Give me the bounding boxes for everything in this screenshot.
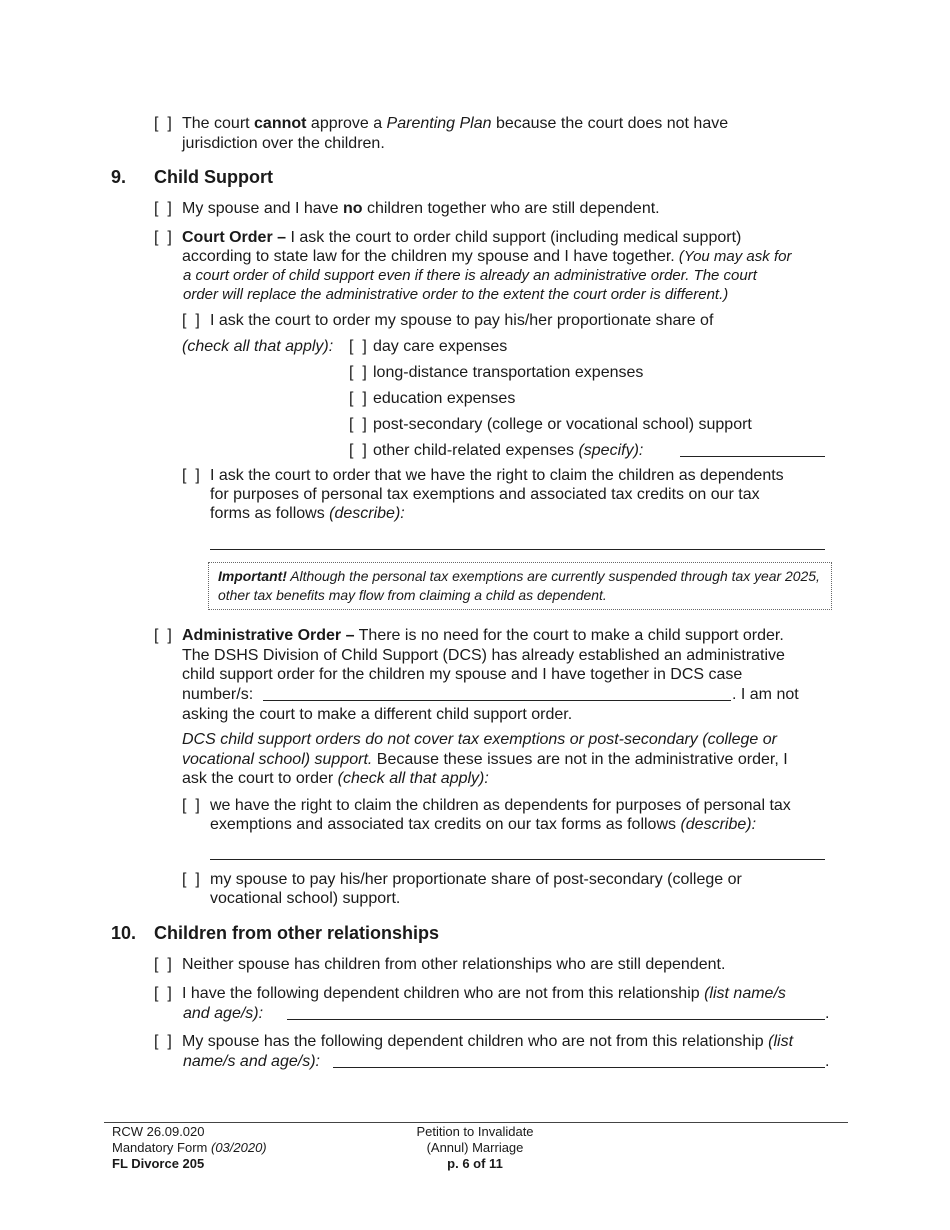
my-children-input[interactable] bbox=[287, 1019, 825, 1020]
post-secondary-share-line2: vocational school) support. bbox=[210, 890, 401, 907]
proportionate-share-text: I ask the court to order my spouse to pay his/her proportionate share of bbox=[210, 312, 714, 329]
tax-dependents-line3: forms as follows (describe): bbox=[210, 505, 405, 522]
footer-center bbox=[385, 1124, 565, 1172]
tax-dependents-describe-input[interactable] bbox=[210, 549, 825, 550]
admin-order-line1: Administrative Order – There is no need for the court to make a child support order. bbox=[182, 627, 784, 644]
claim-dependents-line2: exemptions and associated tax credits on our tax forms as follows (describe): bbox=[210, 816, 757, 833]
important-note bbox=[208, 562, 832, 610]
footer-form-id: FL Divorce 205 bbox=[112, 1156, 205, 1171]
admin-order-line2: The DSHS Division of Child Support (DCS) has already established an administrative bbox=[182, 647, 785, 664]
important-label: Important! bbox=[218, 568, 287, 584]
admin-order-line5: asking the court to make a different child support order. bbox=[182, 706, 573, 723]
checkbox-tax-dependents[interactable]: [ ] bbox=[182, 467, 200, 484]
no-jurisdiction-text-line2: jurisdiction over the children. bbox=[182, 135, 385, 152]
option-post-secondary: post-secondary (college or vocational school) support bbox=[373, 416, 752, 433]
option-education: education expenses bbox=[373, 390, 516, 407]
spouse-children-line2: name/s and age/s): bbox=[183, 1053, 320, 1070]
my-children-line1: I have the following dependent children who are not from this relationship (list name/s bbox=[182, 985, 786, 1002]
checkbox-other-expenses[interactable]: [ ] bbox=[349, 442, 367, 459]
checkbox-proportionate-share[interactable]: [ ] bbox=[182, 312, 200, 329]
admin-order-line4-post: . I am not bbox=[732, 686, 799, 703]
checkbox-no-children[interactable]: [ ] bbox=[154, 200, 172, 217]
neither-spouse-text: Neither spouse has children from other relationships who are still dependent. bbox=[182, 956, 726, 973]
dcs-case-number-input[interactable] bbox=[263, 700, 731, 701]
claim-dependents-line1: we have the right to claim the children as dependents for purposes of personal tax bbox=[210, 797, 791, 814]
court-order-line1: Court Order – I ask the court to order child support (including medical support) bbox=[182, 229, 742, 246]
checkbox-transportation[interactable]: [ ] bbox=[349, 364, 367, 381]
section-9-number: 9. bbox=[111, 167, 127, 187]
admin-order-case-label: number/s: bbox=[182, 686, 254, 703]
important-text-line2: other tax benefits may flow from claiming a child as dependent. bbox=[218, 587, 607, 603]
dcs-note-line3: ask the court to order (check all that apply): bbox=[182, 770, 489, 787]
dcs-note-line2: vocational school) support. Because these issues are not in the administrative order, I bbox=[182, 751, 788, 768]
checkbox-day-care[interactable]: [ ] bbox=[349, 338, 367, 355]
checkbox-post-secondary[interactable]: [ ] bbox=[349, 416, 367, 433]
footer-title-line1: Petition to Invalidate bbox=[416, 1124, 534, 1139]
dcs-note-line1: DCS child support orders do not cover tax exemptions or post-secondary (college or bbox=[182, 731, 777, 748]
spouse-children-period: . bbox=[825, 1053, 830, 1070]
claim-dependents-describe-input[interactable] bbox=[210, 859, 825, 860]
footer-title-line2: (Annul) Marriage bbox=[426, 1140, 524, 1155]
check-all-label: (check all that apply): bbox=[182, 338, 334, 355]
checkbox-court-order[interactable]: [ ] bbox=[154, 229, 172, 246]
footer-mandatory: Mandatory Form (03/2020) bbox=[112, 1140, 267, 1155]
checkbox-neither-spouse[interactable]: [ ] bbox=[154, 956, 172, 973]
footer-rcw: RCW 26.09.020 bbox=[112, 1124, 205, 1139]
footer-page-number: p. 6 of 11 bbox=[447, 1156, 503, 1171]
checkbox-my-children[interactable]: [ ] bbox=[154, 985, 172, 1002]
section-9-title: Child Support bbox=[154, 167, 273, 187]
tax-dependents-line2: for purposes of personal tax exemptions and associated tax credits on our tax bbox=[210, 486, 760, 503]
option-day-care: day care expenses bbox=[373, 338, 508, 355]
footer-left bbox=[112, 1124, 267, 1172]
important-text-line1: Although the personal tax exemptions are currently suspended through tax year 2025, bbox=[286, 568, 820, 584]
spouse-children-line1: My spouse has the following dependent children who are not from this relationship (list bbox=[182, 1033, 794, 1050]
checkbox-no-jurisdiction[interactable]: [ ] bbox=[154, 115, 172, 132]
checkbox-education[interactable]: [ ] bbox=[349, 390, 367, 407]
court-order-line4: order will replace the administrative order to the extent the court order is different.) bbox=[183, 286, 729, 303]
spouse-children-input[interactable] bbox=[333, 1067, 825, 1068]
no-children-text: My spouse and I have no children together who are still dependent. bbox=[182, 200, 660, 217]
my-children-line2: and age/s): bbox=[183, 1005, 264, 1022]
checkbox-admin-order[interactable]: [ ] bbox=[154, 627, 172, 644]
court-order-line3: a court order of child support even if there is already an administrative order. The court bbox=[183, 267, 757, 284]
court-order-line2: according to state law for the children my spouse and I have together. (You may ask for bbox=[182, 248, 792, 265]
post-secondary-share-line1: my spouse to pay his/her proportionate share of post-secondary (college or bbox=[210, 871, 742, 888]
checkbox-post-secondary-share[interactable]: [ ] bbox=[182, 871, 200, 888]
section-10-number: 10. bbox=[111, 923, 137, 943]
my-children-period: . bbox=[825, 1005, 830, 1022]
no-jurisdiction-text: The court cannot approve a Parenting Plan because the court does not have bbox=[182, 115, 729, 132]
admin-order-line3: child support order for the children my spouse and I have together in DCS case bbox=[182, 666, 743, 683]
section-10-title: Children from other relationships bbox=[154, 923, 440, 943]
option-other-expenses: other child-related expenses (specify): bbox=[373, 442, 644, 459]
option-transportation: long-distance transportation expenses bbox=[373, 364, 644, 381]
checkbox-spouse-children[interactable]: [ ] bbox=[154, 1033, 172, 1050]
other-expenses-input[interactable] bbox=[680, 456, 825, 457]
footer-rule bbox=[104, 1122, 848, 1123]
checkbox-claim-dependents[interactable]: [ ] bbox=[182, 797, 200, 814]
tax-dependents-line1: I ask the court to order that we have the right to claim the children as dependents bbox=[210, 467, 784, 484]
